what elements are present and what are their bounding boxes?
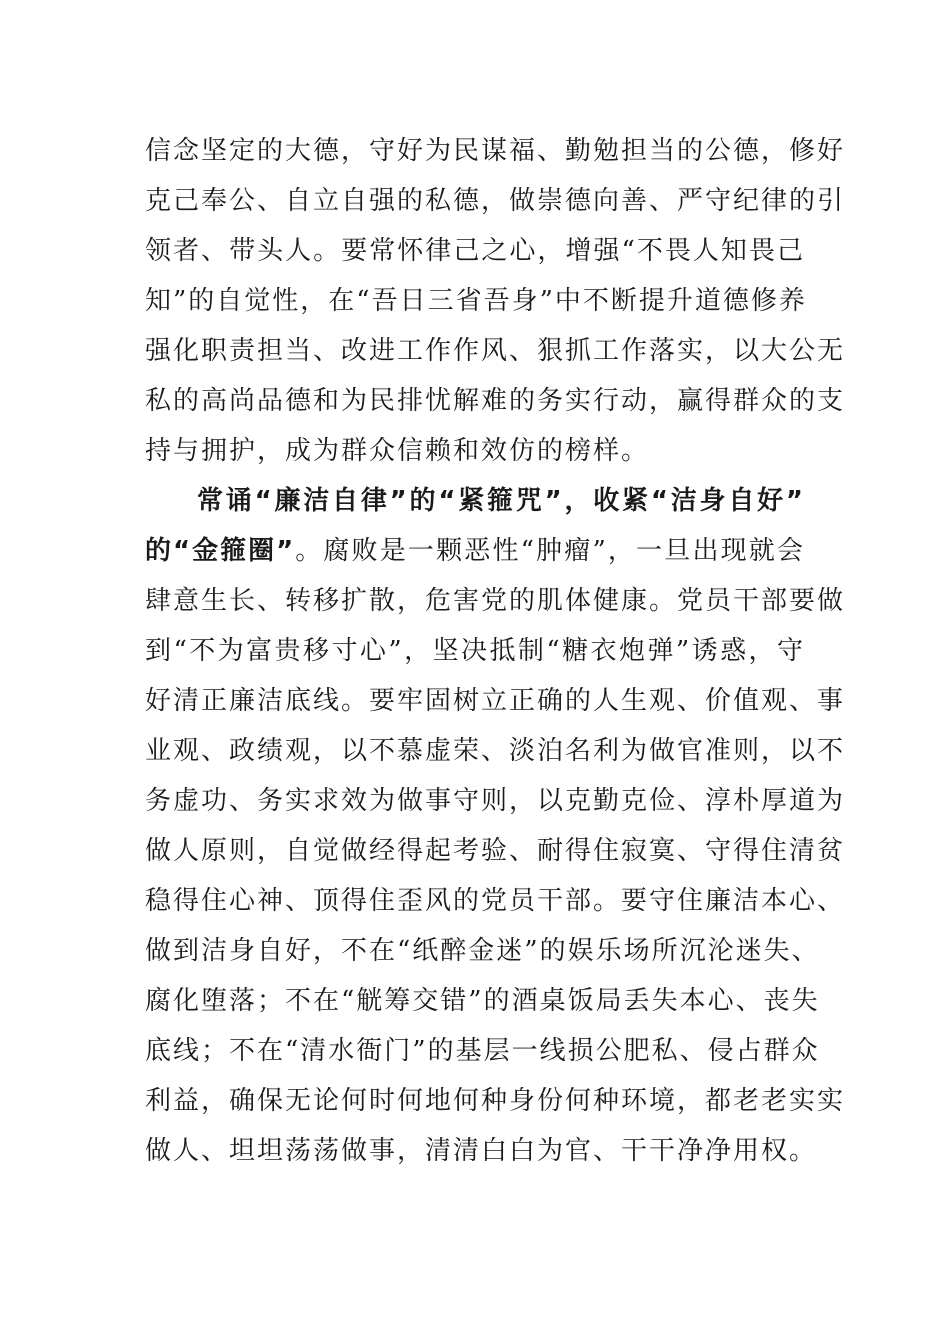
paragraph-2-line: 业观、政绩观，以不慕虚荣、淡泊名利为做官准则，以不 — [145, 736, 846, 766]
paragraph-1-line: 克己奉公、自立自强的私德，做崇德向善、严守纪律的引 — [145, 186, 846, 216]
paragraph-2-line: 做人、坦坦荡荡做事，清清白白为官、干干净净用权。 — [145, 1136, 818, 1166]
paragraph-1-line: 强化职责担当、改进工作作风、狠抓工作落实，以大公无 — [145, 336, 846, 366]
paragraph-2-line: 底线；不在“清水衙门”的基层一线损公肥私、侵占群众 — [145, 1036, 820, 1066]
paragraph-1-line: 领者、带头人。要常怀律己之心，增强“不畏人知畏己 — [145, 236, 805, 266]
paragraph-2-line: 务虚功、务实求效为做事守则，以克勤克俭、淳朴厚道为 — [145, 786, 846, 816]
paragraph-2-line: 利益，确保无论何时何地何种身份何种环境，都老老实实 — [145, 1086, 846, 1116]
paragraph-2-line: 腐化堕落；不在“觥筹交错”的酒桌饭局丢失本心、丧失 — [145, 986, 820, 1016]
paragraph-1-line: 知”的自觉性，在“吾日三省吾身”中不断提升道德修养 — [145, 286, 807, 316]
paragraph-2-line: 到“不为富贵移寸心”，坚决抵制“糖衣炮弹”诱惑，守 — [145, 636, 805, 666]
paragraph-2-line: 做人原则，自觉做经得起考验、耐得住寂寞、守得住清贫 — [145, 836, 846, 866]
paragraph-1-line: 私的高尚品德和为民排忧解难的务实行动，赢得群众的支 — [145, 386, 846, 416]
paragraph-2-line: 稳得住心神、顶得住歪风的党员干部。要守住廉洁本心、 — [145, 886, 846, 916]
paragraph-2-line: 肆意生长、转移扩散，危害党的肌体健康。党员干部要做 — [145, 586, 846, 616]
section-heading: 常诵“廉洁自律”的“紧箍咒”，收紧“洁身自好” — [197, 486, 805, 516]
paragraph-2-text: 。腐败是一颗恶性“肿瘤”，一旦出现就会 — [295, 536, 805, 566]
paragraph-1-line: 信念坚定的大德，守好为民谋福、勤勉担当的公德，修好 — [145, 136, 846, 166]
section-heading-end: 的“金箍圈” — [145, 536, 296, 566]
paragraph-2-line: 好清正廉洁底线。要牢固树立正确的人生观、价值观、事 — [145, 686, 846, 716]
paragraph-2-line: 做到洁身自好，不在“纸醉金迷”的娱乐场所沉沦迷失、 — [145, 936, 820, 966]
paragraph-1-line: 持与拥护，成为群众信赖和效仿的榜样。 — [145, 436, 650, 466]
paragraph-2-line — [145, 533, 805, 569]
